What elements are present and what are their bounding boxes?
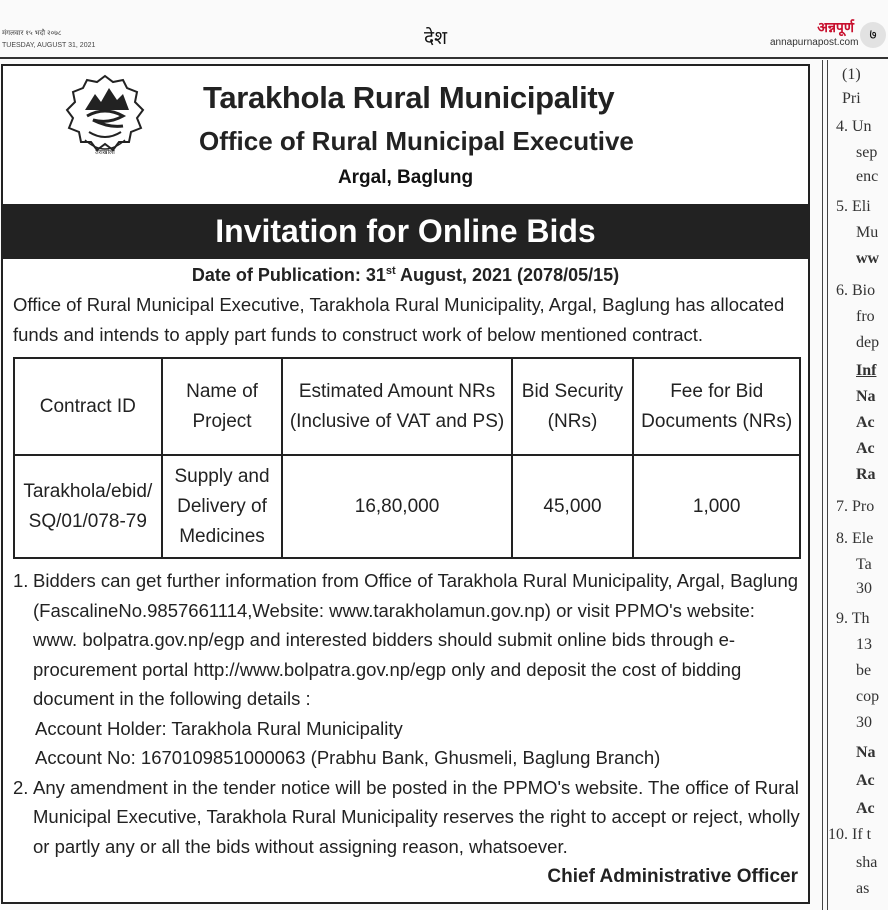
header-estimated-amount: Estimated Amount NRs (Inclusive of VAT and PS) [282,358,511,455]
side-line: Ra [856,466,876,483]
side-line: Ac [856,414,875,431]
header-bid-fee: Fee for Bid Documents (NRs) [633,358,800,455]
side-line: Ta [856,556,872,573]
newspaper-brand [770,18,859,48]
side-line: sha [856,854,878,871]
brand-name: अन्नपूर्ण [817,20,854,36]
header-contract-id: Contract ID [14,358,162,455]
date-nepali: मंगलवार १५ भदौ २०७८ [2,30,62,37]
cell-contract-id: Tarakhola/ebid/SQ/01/078-79 [14,455,162,558]
side-line: Ac [856,772,875,789]
column-divider [822,60,828,910]
page-number: ७ [860,22,886,48]
bid-notice [1,64,810,904]
side-line: 5. Eli [836,198,871,215]
side-line: Na [856,744,876,761]
side-line: 8. Ele [836,530,874,547]
svg-text:तराखोला: तराखोला [95,149,115,156]
term-number: 2. [13,776,29,798]
newspaper-masthead [0,0,888,60]
date-english: TUESDAY, AUGUST 31, 2021 [2,42,96,49]
adjacent-column [822,60,888,910]
pub-date-label: Date of Publication: 31 [191,265,386,285]
side-line: 7. Pro [836,498,875,515]
masthead-rule [0,57,888,59]
office-location: Argal, Baglung [337,167,474,188]
side-line: 9. Th [836,610,870,627]
terms-list [13,566,803,861]
side-line: fro [856,308,875,325]
side-line: 6. Bio [836,282,876,299]
table-row [14,455,800,558]
side-line: be [856,662,872,679]
brand-url: annapurnapost.com [770,37,859,48]
intro-paragraph: Office of Rural Municipal Executive, Tarakhola Rural Municipality, Argal, Baglung has allocated funds and intends to apply part funds to construct work of below mentioned contract. [13,294,785,345]
side-line: 30 [856,580,872,597]
side-line: Na [856,388,876,405]
side-line: 13 [856,636,872,653]
side-line: Ac [856,800,875,817]
section-title: देश [424,27,448,49]
municipality-emblem-icon [63,72,147,162]
account-number: Account No: 1670109851000063 (Prabhu Bank, Ghusmeli, Baglung Branch) [35,747,661,768]
header-project-name: Name of Project [162,358,283,455]
side-line: 4. Un [836,118,872,135]
contract-table [13,357,801,559]
table-header-row [14,358,800,455]
cell-project-name: Supply and Delivery of Medicines [162,455,283,558]
term-number: 1. [13,570,29,591]
side-line: Ac [856,440,875,457]
org-name: Tarakhola Rural Municipality [203,80,615,115]
cell-bid-fee: 1,000 [633,455,800,558]
side-line: ww [856,250,880,267]
side-line: dep [856,334,880,351]
publication-date [3,265,808,286]
side-line: (1) [842,66,861,83]
side-line: cop [856,688,880,705]
cell-bid-security: 45,000 [512,455,634,558]
side-line: enc [856,168,879,185]
signatory-title: Chief Administrative Officer [547,866,798,887]
side-line: 10. If t [828,826,872,843]
pub-date-ordinal: st [385,265,396,277]
term-item [13,773,803,862]
side-line: as [856,880,870,897]
side-line: Mu [856,224,879,241]
masthead-dates [2,28,95,52]
cell-estimated-amount: 16,80,000 [282,455,511,558]
account-holder: Account Holder: Tarakhola Rural Municipality [35,717,403,739]
term-text: Bidders can get further information from Office of Tarakhola Rural Municipality, Argal, Baglung (FascalineNo.9857661114,Website: www.tarakholamun.gov.np) or visit PPMO's website: www. bolpatra.gov.np/egp and interested bidders should submit online bids through e-procurement portal http://www.bolpatra.gov.np/egp only and deposit the cost of bidding document in the following details : [33,570,799,709]
side-line: Inf [856,362,877,379]
term-text: Any amendment in the tender notice will be posted in the PPMO's website. The office of Rural Municipal Executive, Tarakhola Rural Municipality reserves the right to accept or reject, wholly or partly any or all the bids without assigning reason, whatsoever. [33,776,800,857]
office-name: Office of Rural Municipal Executive [199,126,634,156]
header-bid-security: Bid Security (NRs) [512,358,634,455]
side-line: 30 [856,714,872,731]
pub-date-rest: August, 2021 (2078/05/15) [395,265,620,285]
term-item [13,566,803,773]
side-line: Pri [842,90,861,107]
notice-title: Invitation for Online Bids [3,204,808,259]
side-line: sep [856,144,878,161]
